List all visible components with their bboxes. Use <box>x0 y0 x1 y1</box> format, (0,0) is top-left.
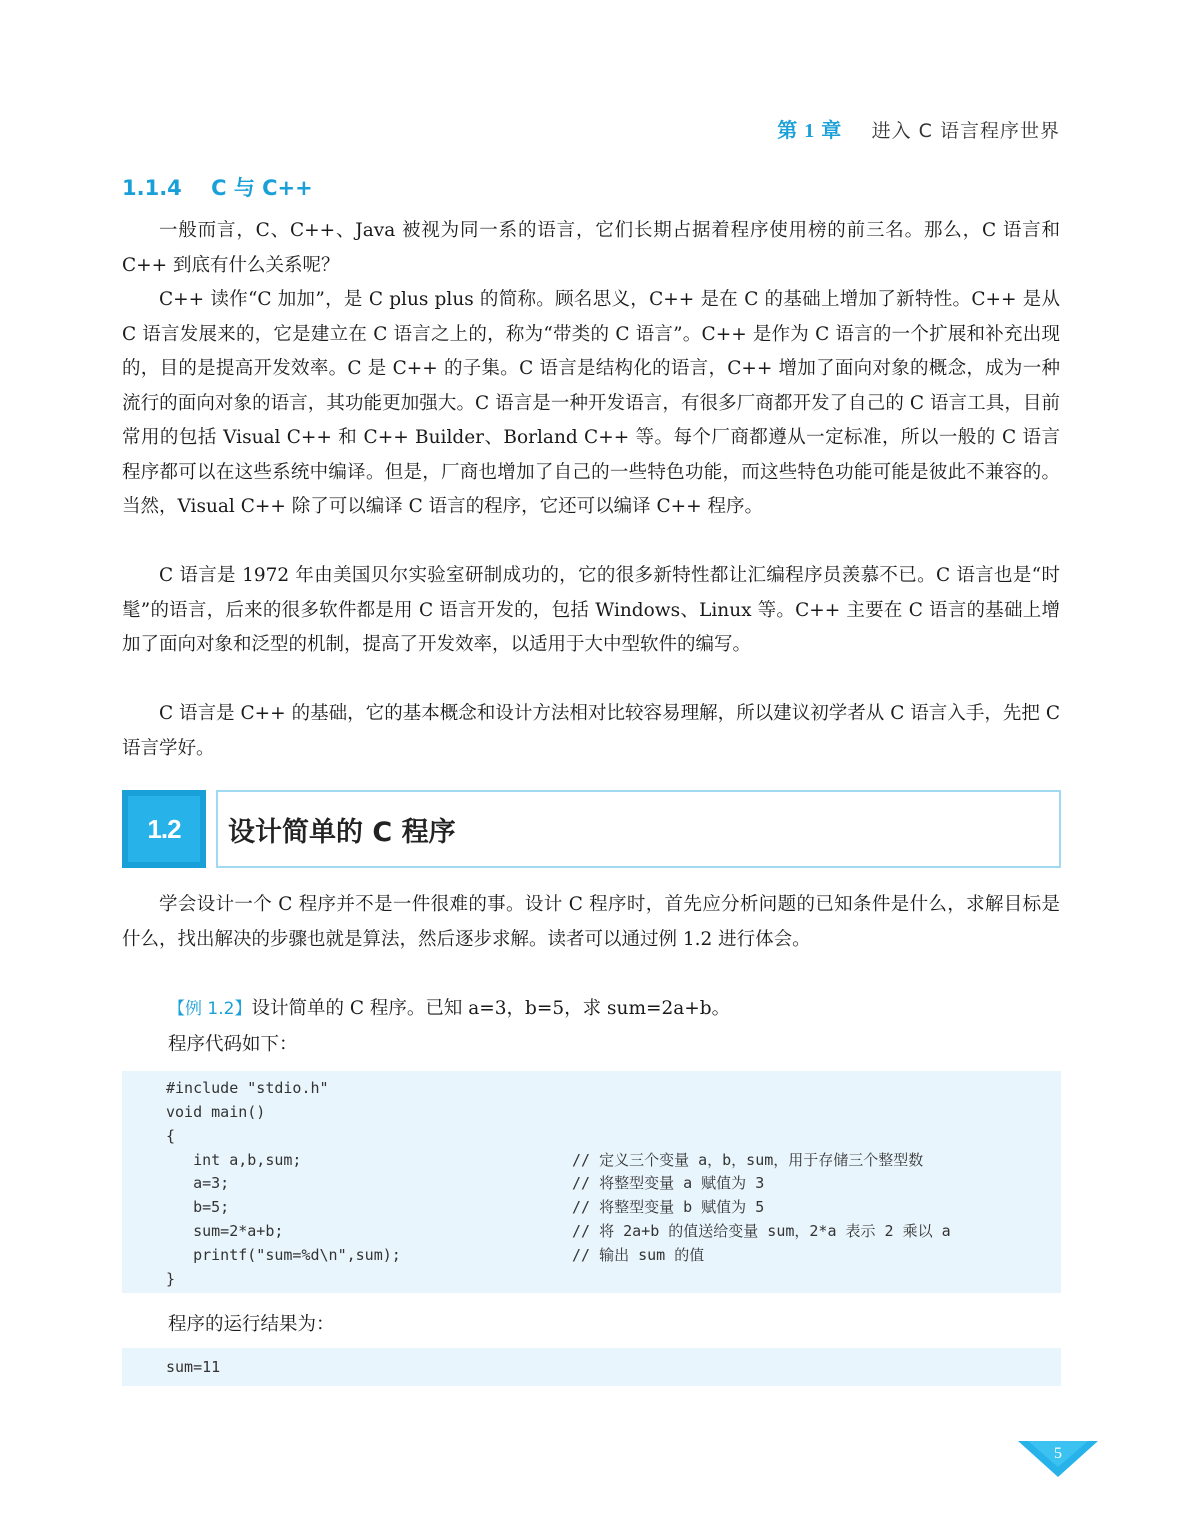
code-comment: // 将整型变量 a 赋值为 3 <box>572 1174 765 1192</box>
code-comment: // 将 2a+b 的值送给变量 sum，2*a 表示 2 乘以 a <box>572 1222 951 1240</box>
code-comment: // 将整型变量 b 赋值为 5 <box>572 1198 765 1216</box>
code-line: } <box>166 1270 176 1288</box>
section-banner-title-box <box>216 790 1061 868</box>
code-comment: // 输出 sum 的值 <box>572 1246 705 1264</box>
result-block <box>122 1348 1061 1386</box>
intro-paragraph: 学会设计一个 C 程序并不是一件很难的事。设计 C 程序时，首先应分析问题的已知条件是什么，求解目标是什么，找出解决的步骤也就是算法，然后逐步求解。读者可以通过例 1.2 进行体会。 <box>122 894 1060 950</box>
section-title: C 与 C++ <box>211 176 313 200</box>
code-line: b=5; // 将整型变量 b 赋值为 5 <box>166 1195 229 1219</box>
code-caption: 程序代码如下： <box>168 1034 298 1055</box>
code-comment: // 定义三个变量 a，b，sum，用于存储三个整型数 <box>572 1151 924 1169</box>
code-line: printf("sum=%d\n",sum); // 输出 sum 的值 <box>166 1243 401 1267</box>
code-line: int a,b,sum; // 定义三个变量 a，b，sum，用于存储三个整型数 <box>166 1148 301 1172</box>
paragraph: 一般而言，C、C++、Java 被视为同一系的语言，它们长期占据着程序使用榜的前三名。那么，C 语言和 C++ 到底有什么关系呢？ <box>122 220 1060 276</box>
section-heading <box>122 172 313 202</box>
example-tag: 【例 1.2】 <box>168 999 252 1019</box>
section-number: 1.1.4 <box>122 176 182 200</box>
example-line <box>168 994 730 1024</box>
page-number: 5 <box>1054 1445 1062 1462</box>
result-caption: 程序的运行结果为： <box>168 1314 335 1335</box>
paragraph: C 语言是 1972 年由美国贝尔实验室研制成功的，它的很多新特性都让汇编程序员羡慕不已。C 语言也是“时髦”的语言，后来的很多软件都是用 C 语言开发的，包括 Windows、Linux 等。C++ 主要在 C 语言的基础上增加了面向对象和泛型的机制，提高了开发效率，以适用于大中型软件的编写。 <box>122 565 1060 655</box>
chapter-title: 进入 C 语言程序世界 <box>871 120 1060 142</box>
section-banner-title: 设计简单的 C 程序 <box>228 816 456 848</box>
running-header <box>777 114 1060 143</box>
section-banner <box>122 788 1061 868</box>
paragraph: C++ 读作“C 加加”，是 C plus plus 的简称。顾名思义，C++ 是在 C 的基础上增加了新特性。C++ 是从 C 语言发展来的，它是建立在 C 语言之上的，称为“带类的 C 语言”。C++ 是作为 C 语言的一个扩展和补充出现的，目的是提高开发效率。C 是 C++ 的子集。C 语言是结构化的语言，C++ 增加了面向对象的概念，成为一种流行的面向对象的语言，其功能更加强大。C 语言是一种开发语言，有很多厂商都开发了自己的 C 语言工具，目前常用的包括 Visual C++ 和 C++ Builder、Borland C++ 等。每个厂商都遵从一定标准，所以一般的 C 语言程序都可以在这些系统中编译。但是，厂商也增加了自己的一些特色功能，而这些特色功能可能是彼此不兼容的。当然，Visual C++ 除了可以编译 C 语言的程序，它还可以编译 C++ 程序。 <box>122 289 1060 517</box>
code-line: a=3; // 将整型变量 a 赋值为 3 <box>166 1171 229 1195</box>
code-line: void main() <box>166 1103 266 1121</box>
chapter-label: 第 1 章 <box>777 120 843 142</box>
page-number-badge <box>1018 1441 1098 1477</box>
result-text: sum=11 <box>166 1358 221 1376</box>
paragraph: C 语言是 C++ 的基础，它的基本概念和设计方法相对比较容易理解，所以建议初学者从 C 语言入手，先把 C 语言学好。 <box>122 703 1060 759</box>
example-text: 设计简单的 C 程序。已知 a=3，b=5，求 sum=2a+b。 <box>251 998 731 1019</box>
code-line: sum=2*a+b; // 将 2a+b 的值送给变量 sum，2*a 表示 2 乘以 a <box>166 1219 283 1243</box>
code-line: #include "stdio.h" <box>166 1079 329 1097</box>
code-block <box>122 1071 1061 1293</box>
section-badge <box>122 790 206 868</box>
section-badge-number: 1.2 <box>128 796 200 862</box>
code-line: { <box>166 1127 176 1145</box>
